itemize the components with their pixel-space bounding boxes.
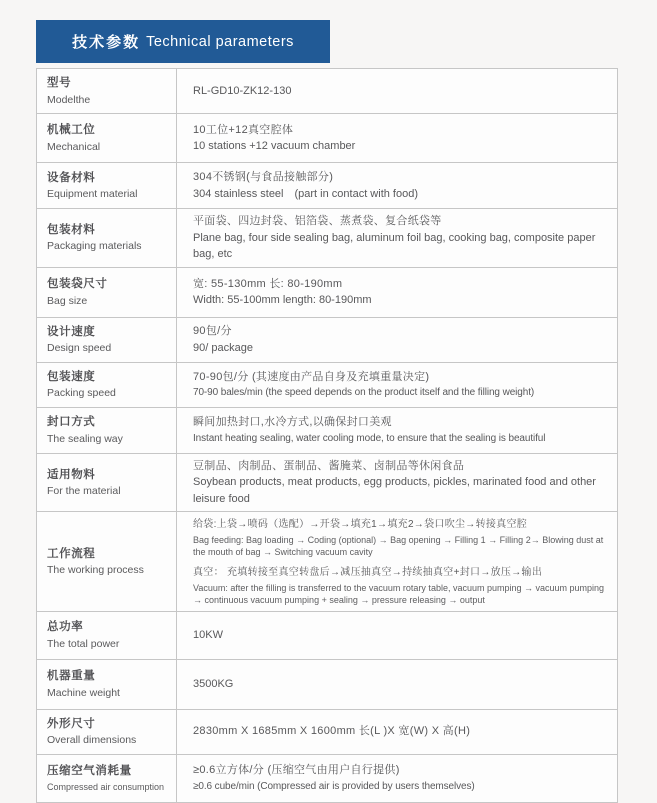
- spec-value-cell: [177, 454, 617, 512]
- spec-label-en: The total power: [47, 637, 120, 650]
- section-header-banner: [36, 20, 330, 63]
- spec-value-cell: [177, 408, 617, 453]
- spec-label-cell: [37, 363, 177, 407]
- spec-value-cell: [177, 710, 617, 754]
- spec-value-cell: [177, 755, 617, 802]
- spec-label-en: Packaging materials: [47, 240, 142, 253]
- spec-label-en: Machine weight: [47, 686, 120, 699]
- table-row: [37, 755, 617, 802]
- spec-value-line: 304 stainless steel (part in contact with food): [193, 187, 419, 200]
- spec-value-cell: [177, 318, 617, 362]
- spec-label-zh: 封口方式: [47, 416, 96, 429]
- technical-parameters-table: [36, 68, 618, 803]
- spec-value-line: 瞬间加热封口,水冷方式,以确保封口美观: [193, 416, 392, 429]
- table-row: [37, 612, 617, 660]
- spec-value-line: 304不锈钢(与食品接触部分): [193, 171, 334, 183]
- working-process-vacuum-zh: 真空： 充填转接至真空转盘后→减压抽真空→持续抽真空+封口→放压→输出: [193, 567, 543, 579]
- spec-label-en: Packing speed: [47, 387, 116, 400]
- spec-value-line: 70-90 bales/min (the speed depends on the product itself and the filling weight): [193, 387, 535, 399]
- spec-label-zh: 适用物料: [47, 468, 96, 481]
- spec-value-line: RL-GD10-ZK12-130: [193, 84, 292, 97]
- table-row: [37, 660, 617, 710]
- spec-label-cell: [37, 268, 177, 317]
- table-row: [37, 710, 617, 755]
- spec-label-en: For the material: [47, 484, 121, 497]
- spec-label-cell: [37, 69, 177, 113]
- spec-value-line: 90包/分: [193, 325, 232, 337]
- spec-label-cell: [37, 209, 177, 267]
- spec-label-en: Compressed air consumption: [47, 781, 165, 792]
- spec-label-cell: [37, 512, 177, 611]
- spec-label-en: Overall dimensions: [47, 734, 137, 747]
- spec-label-en: The sealing way: [47, 432, 123, 445]
- table-row: [37, 408, 617, 454]
- working-process-vacuum-en: Vacuum: after the filling is transferred to the vacuum rotary table, vacuum pumping → vacuum pumping → continuous vacuum pumping + sealing → pressure releasing → output: [193, 583, 605, 606]
- spec-value-cell: [177, 69, 617, 113]
- spec-label-zh: 设备材料: [47, 171, 96, 184]
- spec-value-line: 10 stations +12 vacuum chamber: [193, 140, 356, 152]
- spec-label-en: Bag size: [47, 294, 88, 307]
- table-row: [37, 209, 617, 268]
- spec-label-zh: 总功率: [47, 621, 84, 634]
- spec-label-zh: 压缩空气消耗量: [47, 765, 132, 778]
- spec-value-line: Width: 55-100mm length: 80-190mm: [193, 294, 372, 306]
- spec-value-line: ≥0.6 cube/min (Compressed air is provided by users themselves): [193, 780, 475, 792]
- spec-label-zh: 机械工位: [47, 124, 96, 137]
- spec-value-line: 3500KG: [193, 677, 234, 690]
- spec-value-line: 平面袋、四边封袋、铝箔袋、蒸煮袋、复合纸袋等: [193, 215, 442, 227]
- spec-label-zh: 包装速度: [47, 370, 96, 383]
- spec-label-en: Modelthe: [47, 93, 91, 106]
- table-row: [37, 268, 617, 318]
- spec-value-line: 10工位+12真空腔体: [193, 123, 294, 136]
- spec-value-line: 宽: 55-130mm 长: 80-190mm: [193, 277, 343, 290]
- spec-label-cell: [37, 408, 177, 453]
- spec-label-cell: [37, 755, 177, 802]
- spec-value-cell: [177, 163, 617, 208]
- spec-label-zh: 包装材料: [47, 224, 96, 237]
- spec-label-cell: [37, 114, 177, 162]
- table-row: [37, 114, 617, 163]
- spec-label-cell: [37, 318, 177, 362]
- spec-label-zh: 机器重量: [47, 670, 96, 683]
- spec-label-en: Design speed: [47, 342, 112, 355]
- spec-value-line: Instant heating sealing, water cooling mode, to ensure that the sealing is beautiful: [193, 432, 546, 444]
- spec-value-cell: [177, 363, 617, 407]
- spec-label-zh: 工作流程: [47, 547, 96, 560]
- table-row: [37, 69, 617, 114]
- spec-label-zh: 包装袋尺寸: [47, 278, 108, 291]
- spec-label-cell: [37, 660, 177, 709]
- table-row: [37, 163, 617, 209]
- spec-label-zh: 设计速度: [47, 325, 96, 338]
- working-process-bag-feeding-zh: 给袋:上袋→喷码（选配）→开袋→填充1→填充2→袋口吹尘→转接真空腔: [193, 519, 528, 530]
- section-title-zh: 技术参数: [72, 34, 141, 51]
- table-row: [37, 363, 617, 408]
- table-row: [37, 512, 617, 612]
- spec-value-line: 2830mm X 1685mm X 1600mm 长(L )X 宽(W) X 高(H): [193, 725, 471, 738]
- working-process-bag-feeding-en: Bag feeding: Bag loading → Coding (optional) → Bag opening → Filling 1 → Filling 2→ Blowing dust at the mouth of bag → Switching vacuum cavity: [193, 535, 604, 558]
- spec-label-cell: [37, 454, 177, 512]
- spec-value-line: 10KW: [193, 628, 223, 641]
- spec-label-en: The working process: [47, 563, 144, 576]
- spec-value-cell: [177, 268, 617, 317]
- spec-label-zh: 型号: [47, 77, 72, 90]
- spec-value-line: ≥0.6立方体/分 (压缩空气由用户自行提供): [193, 764, 400, 777]
- section-title-en: Technical parameters: [146, 33, 294, 50]
- spec-value-line: Soybean products, meat products, egg products, pickles, marinated food and other leisure food: [193, 476, 596, 505]
- spec-label-cell: [37, 163, 177, 208]
- spec-label-cell: [37, 612, 177, 659]
- spec-value-line: 90/ package: [193, 341, 253, 354]
- spec-value-cell: [177, 209, 617, 267]
- spec-value-cell: [177, 114, 617, 162]
- table-row: [37, 318, 617, 363]
- spec-label-en: Mechanical: [47, 140, 101, 153]
- spec-value-line: 70-90包/分 (其速度由产品自身及充填重量决定): [193, 370, 430, 383]
- spec-label-cell: [37, 710, 177, 754]
- spec-value-line: 豆制品、肉制品、蛋制品、酱腌菜、卤制品等休闲食品: [193, 459, 465, 472]
- spec-label-en: Equipment material: [47, 188, 138, 201]
- spec-value-line: Plane bag, four side sealing bag, aluminum foil bag, cooking bag, composite paper bag, etc: [193, 231, 596, 260]
- table-row: [37, 454, 617, 513]
- spec-label-zh: 外形尺寸: [47, 717, 96, 730]
- spec-value-cell: [177, 512, 617, 611]
- spec-value-cell: [177, 660, 617, 709]
- spec-value-cell: [177, 612, 617, 659]
